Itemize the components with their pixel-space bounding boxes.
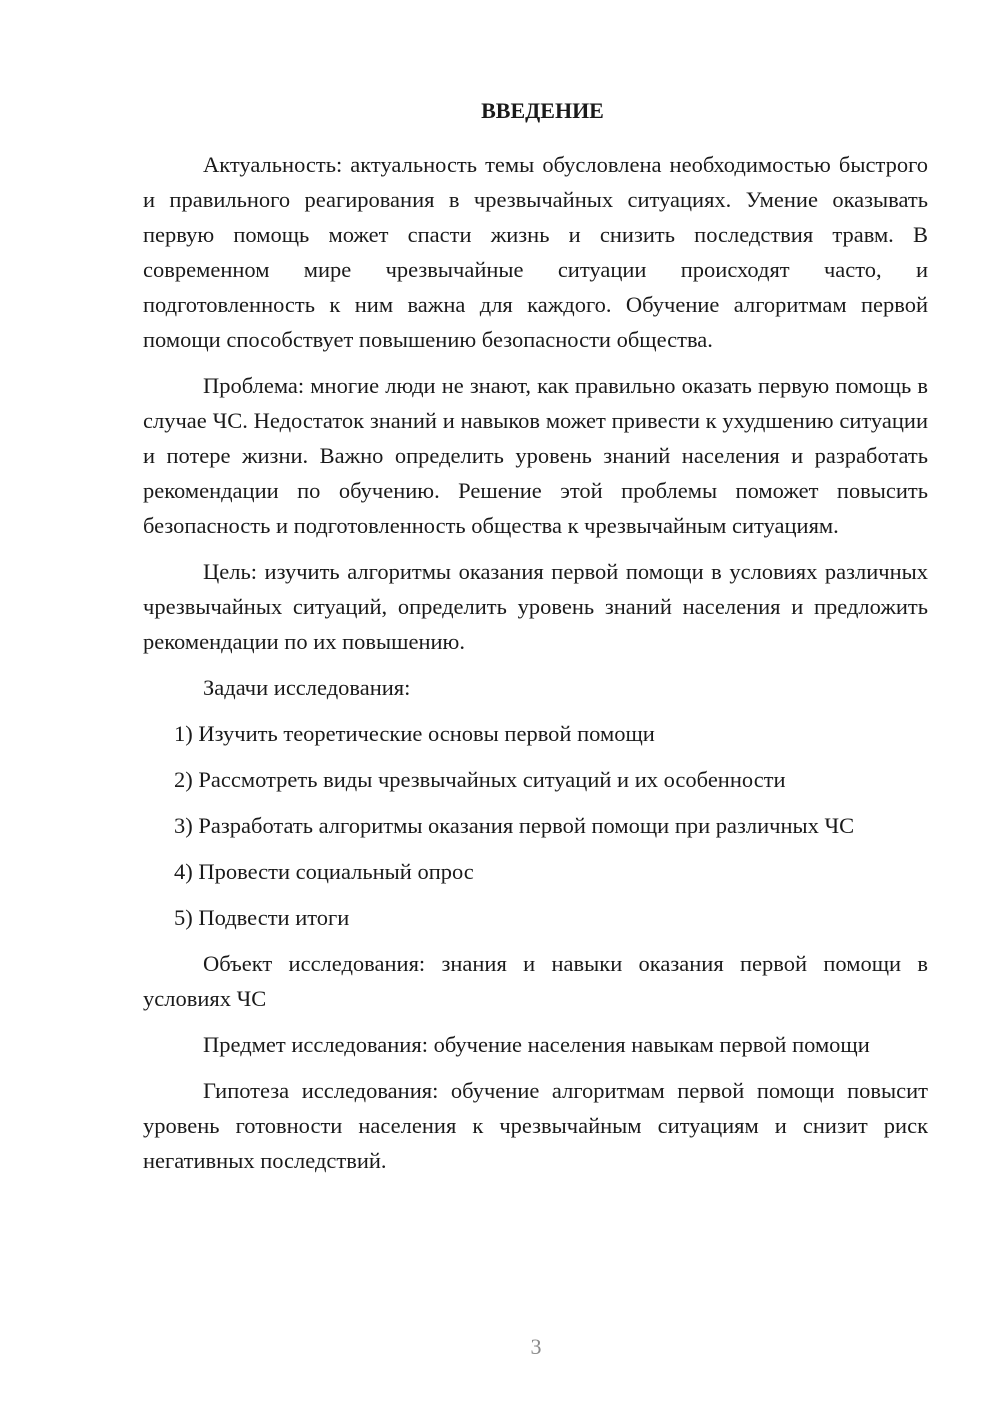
- task-item: 4) Провести социальный опрос: [174, 859, 474, 884]
- task-item: 3) Разработать алгоритмы оказания первой помощи при различных ЧС: [174, 813, 855, 838]
- relevance-paragraph: Актуальность: актуальность темы обусловлена необходимостью быстрого и правильного реагирования в чрезвычайных ситуациях. Умение оказывать первую помощь может спасти жизнь и снизить последствия травм. В современном мире чрезвычайные ситуации происходят часто, и подготовленность к ним важна для каждого. Обучение алгоритмам первой помощи способствует повышению безопасности общества.: [143, 152, 928, 352]
- task-item: 1) Изучить теоретические основы первой помощи: [174, 721, 655, 746]
- body-text: [143, 96, 928, 1189]
- object-paragraph: Объект исследования: знания и навыки оказания первой помощи в условиях ЧС: [143, 951, 928, 1011]
- task-item: 2) Рассмотреть виды чрезвычайных ситуаций и их особенности: [174, 767, 786, 792]
- problem-paragraph: Проблема: многие люди не знают, как правильно оказать первую помощь в случае ЧС. Недостаток знаний и навыков может привести к ухудшению ситуации и потере жизни. Важно определить уровень знаний населения и разработать рекомендации по обучению. Решение этой проблемы поможет повысить безопасность и подготовленность общества к чрезвычайным ситуациям.: [143, 373, 928, 538]
- page-title: ВВЕДЕНИЕ: [481, 98, 604, 123]
- page-number: 3: [530, 1334, 542, 1359]
- subject-paragraph: Предмет исследования: обучение населения навыкам первой помощи: [203, 1032, 870, 1057]
- goal-paragraph: Цель: изучить алгоритмы оказания первой помощи в условиях различных чрезвычайных ситуаций, определить уровень знаний населения и предложить рекомендации по их повышению.: [143, 559, 928, 654]
- task-item: 5) Подвести итоги: [174, 905, 350, 930]
- hypothesis-paragraph: Гипотеза исследования: обучение алгоритмам первой помощи повысит уровень готовности населения к чрезвычайным ситуациям и снизит риск негативных последствий.: [143, 1078, 928, 1173]
- tasks-heading: Задачи исследования:: [203, 675, 411, 700]
